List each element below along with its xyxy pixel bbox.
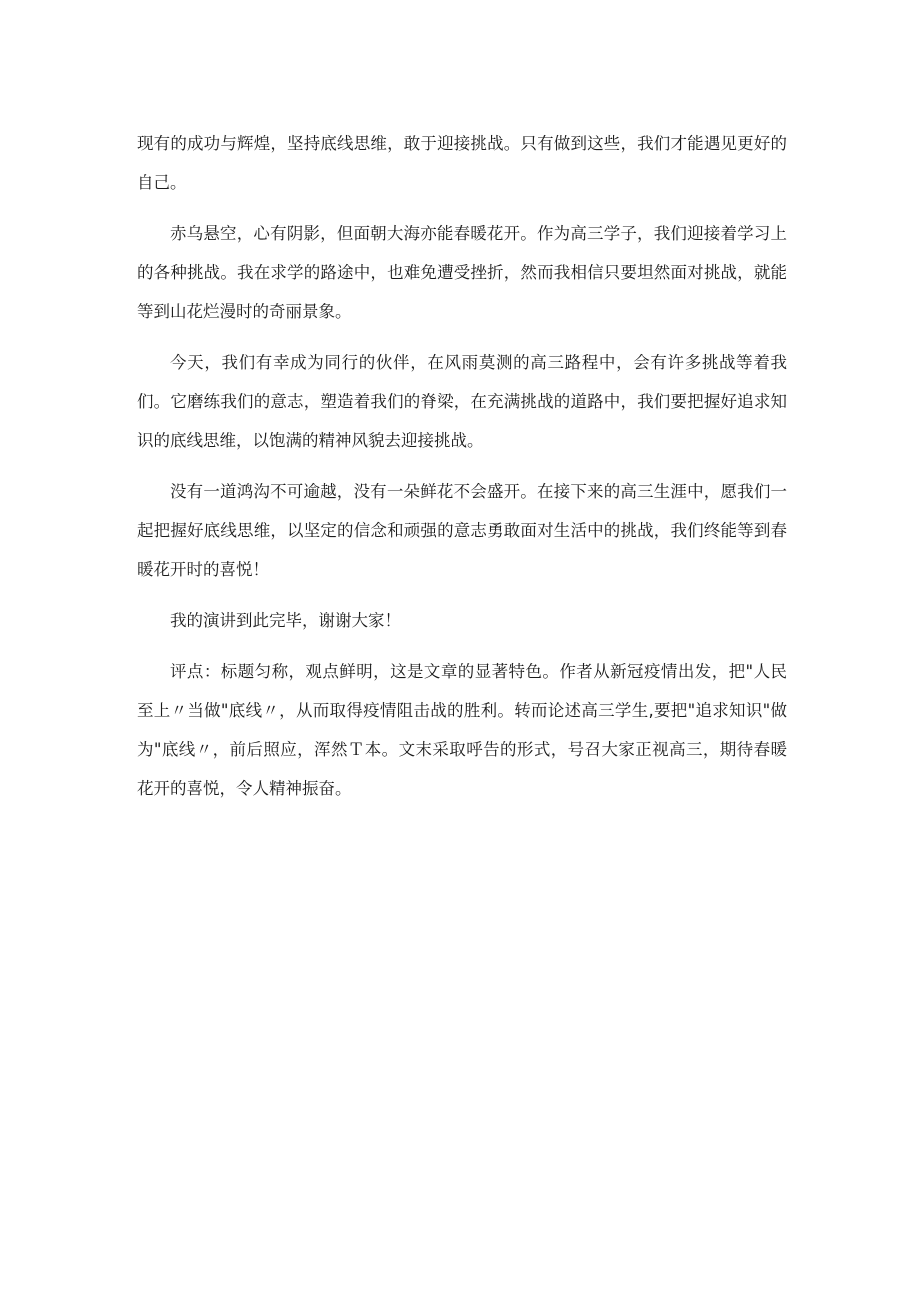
paragraph-2: 赤乌悬空，心有阴影，但面朝大海亦能春暖花开。作为高三学子，我们迎接着学习上的各种挑战。我在求学的路途中，也难免遭受挫折，然而我相信只要坦然面对挑战，就能等到山花烂漫时的奇丽景象。 [137,224,787,321]
document-body [137,124,787,820]
paragraph-3: 今天，我们有幸成为同行的伙伴，在风雨莫测的高三路程中，会有许多挑战等着我们。它磨练我们的意志，塑造着我们的脊梁，在充满挑战的道路中，我们要把握好追求知识的底线思维，以饱满的精神风貌去迎接挑战。 [137,353,787,450]
closing-line: 我的演讲到此完毕，谢谢大家！ [170,611,401,630]
paragraph-4: 没有一道鸿沟不可逾越，没有一朵鲜花不会盛开。在接下来的高三生涯中，愿我们一起把握好底线思维，以坚定的信念和顽强的意志勇敢面对生活中的挑战，我们终能等到春暖花开时的喜悦！ [137,482,787,579]
commentary-paragraph: 评点：标题匀称，观点鲜明，这是文章的显著特色。作者从新冠疫情出发，把"人民至上〃当做"底线〃，从而取得疫情阻击战的胜利。转而论述高三学生,要把"追求知识"做为"底线〃，前后照应，浑然Ｔ本。文末采取呼告的形式，号召大家正视高三，期待春暖花开的喜悦，令人精神振奋。 [137,662,787,798]
paragraph-1: 现有的成功与辉煌，坚持底线思维，敢于迎接挑战。只有做到这些，我们才能遇见更好的自己。 [137,134,787,192]
